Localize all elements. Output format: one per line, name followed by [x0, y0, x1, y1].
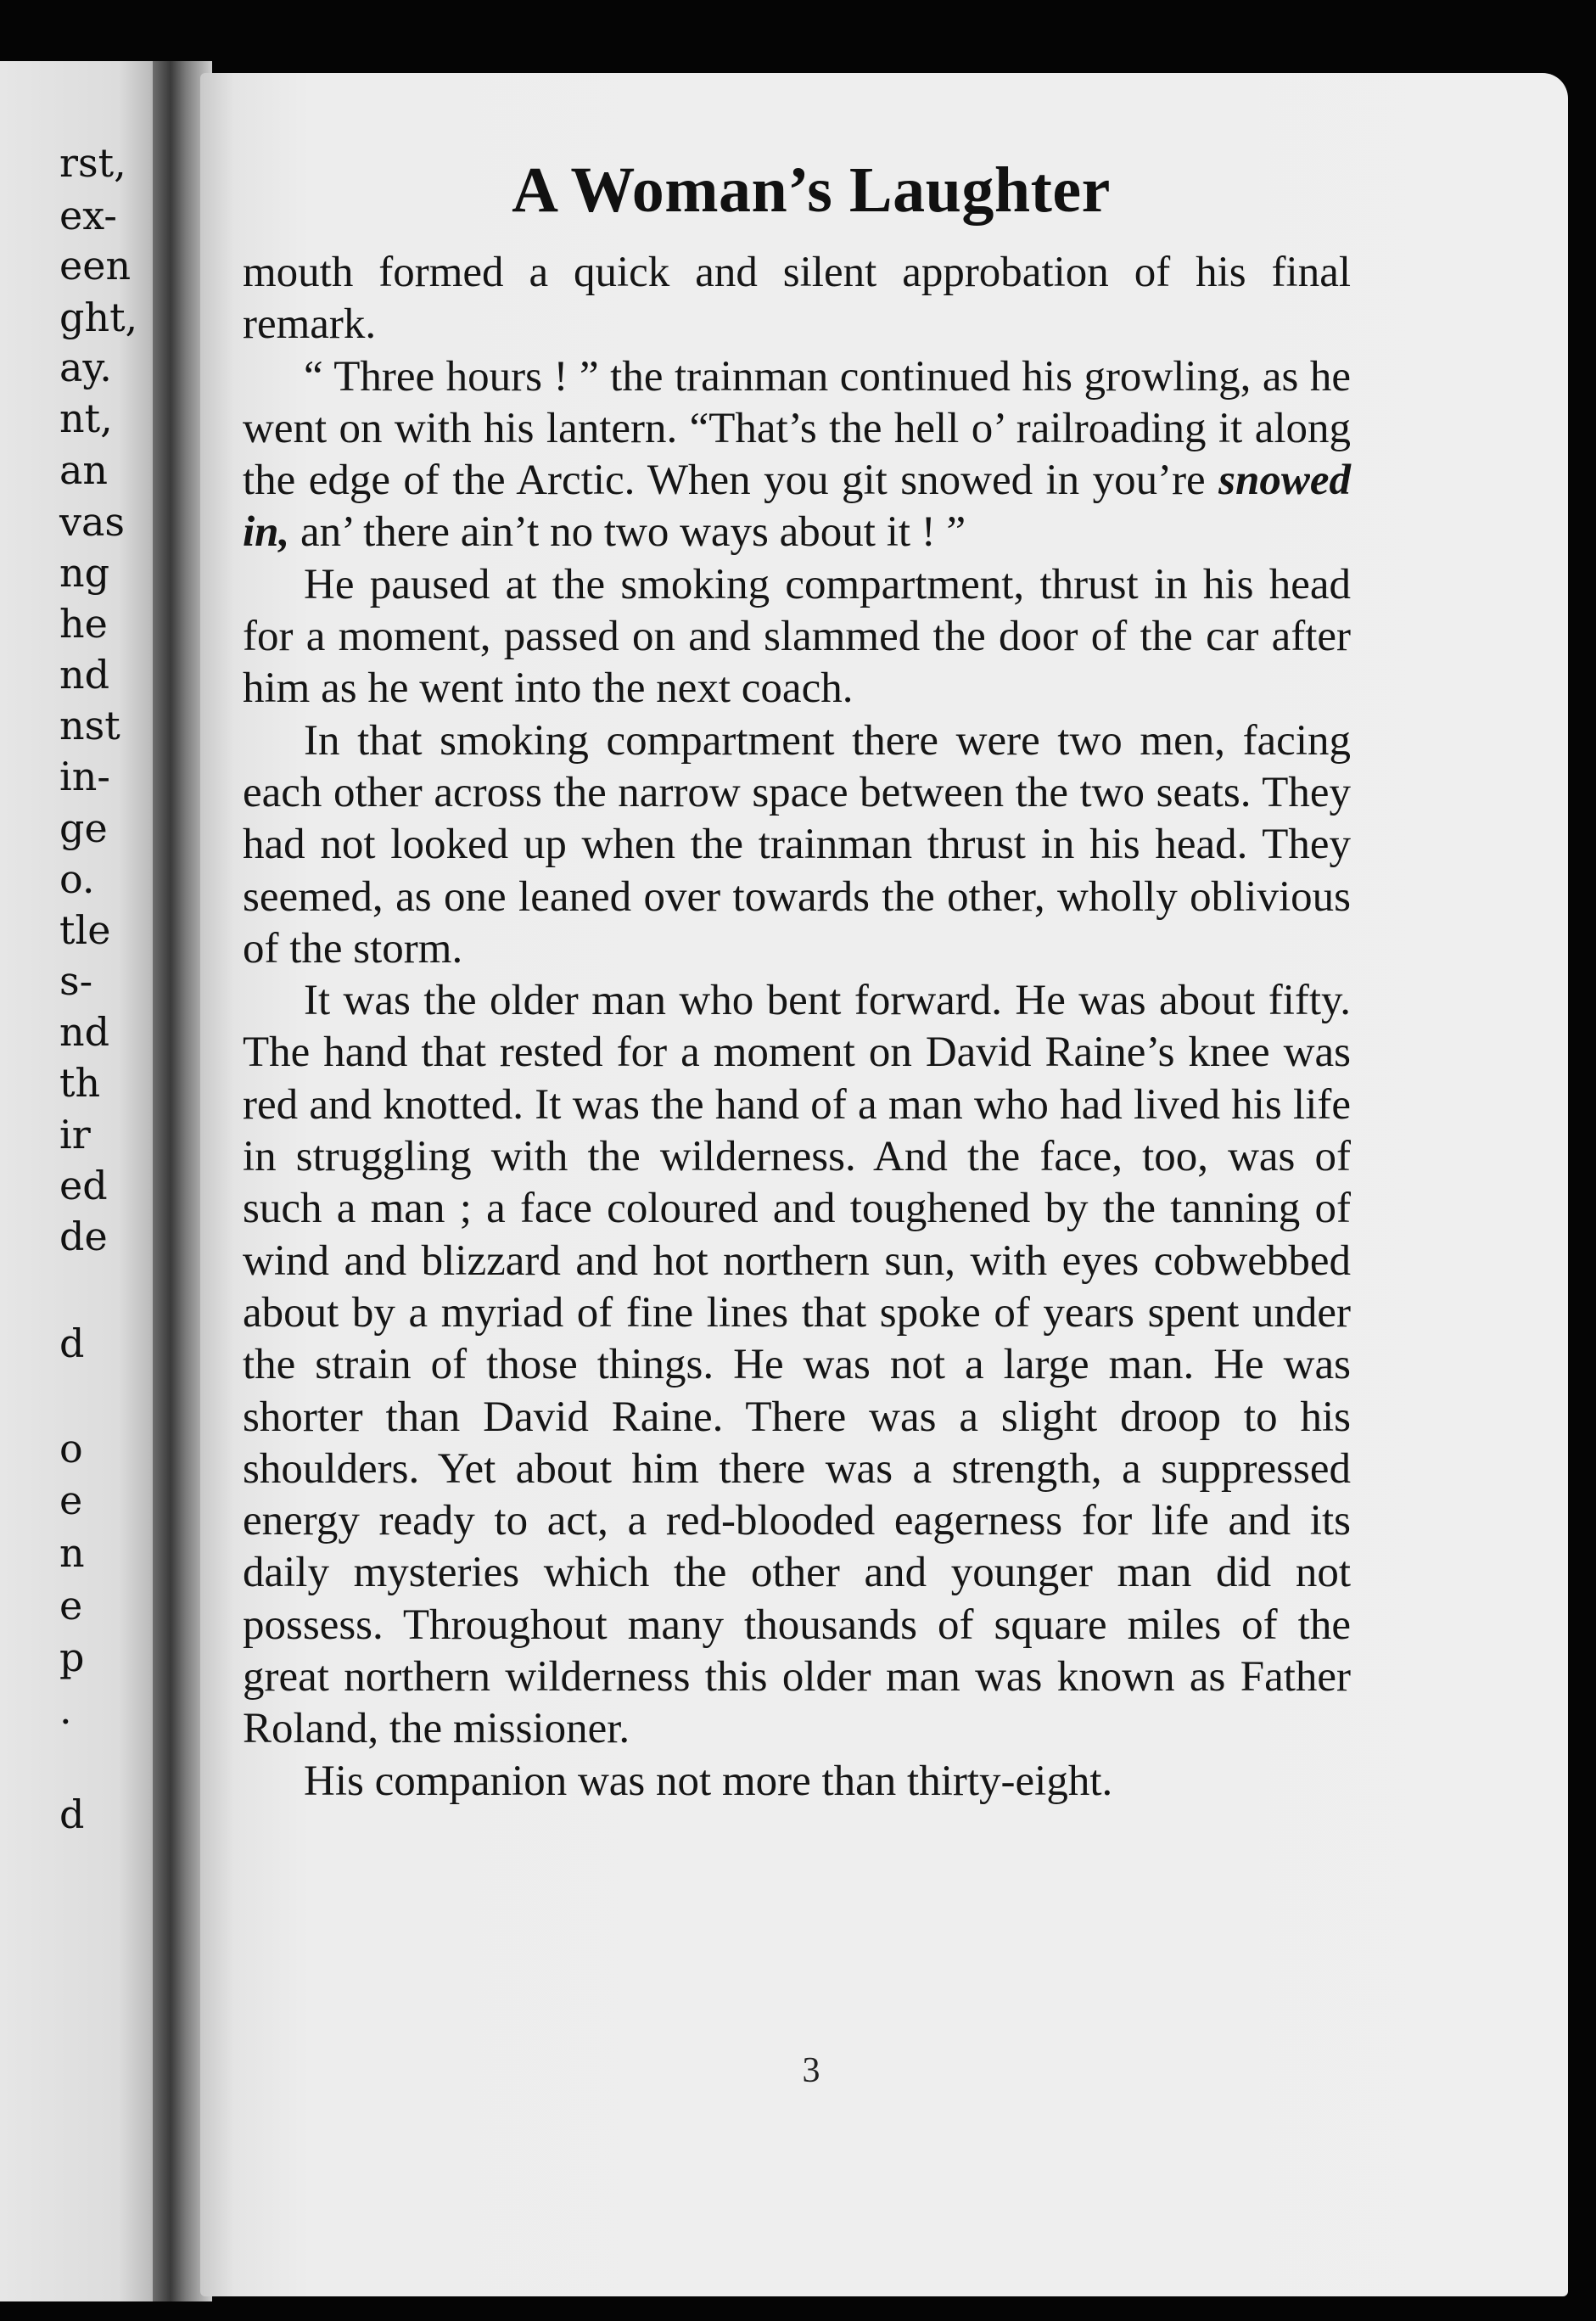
- paragraph: It was the older man who bent forward. He was about fifty. The hand that rested for a moment on David Raine’s knee was red and knotted. It was the hand of a man who had lived his life in struggling with the wilderness. And the face, too, was of such a man ; a face coloured and toughened by the tanning of wind and blizzard and hot northern sun, with eyes cobwebbed about by a myriad of fine lines that spoke of years spent under the strain of those things. He was not a large man. He was shorter than David Raine. There was a slight droop to his shoulders. Yet about him there was a strength, a suppressed energy ready to act, a red-blooded eagerness for life and its daily mysteries which the other and younger man did not possess. Throughout many thousands of square miles of the great northern wilderness this older man was known as Father Roland, the missioner.: [243, 977, 1351, 1753]
- running-head-title: A Woman’s Laughter: [512, 154, 1111, 226]
- line-fragment: ay.: [59, 345, 112, 390]
- line-fragment: s-: [59, 958, 93, 1004]
- line-fragment: d: [59, 1320, 85, 1366]
- line-fragment: nt,: [59, 395, 113, 441]
- line-fragment: th: [59, 1060, 101, 1106]
- paragraph-text: an’ there ain’t no two ways about it ! ”: [289, 508, 966, 557]
- line-fragment: in-: [59, 754, 110, 799]
- line-fragment: rst,: [59, 140, 126, 186]
- line-fragment: o.: [59, 856, 95, 902]
- line-fragment: .: [59, 1687, 72, 1733]
- previous-page-edge: [0, 61, 170, 2301]
- line-fragment: an: [59, 447, 109, 493]
- book-page: [200, 73, 1568, 2296]
- line-fragment: n: [59, 1530, 85, 1576]
- line-fragment: e: [59, 1477, 83, 1523]
- line-fragment: tle: [59, 907, 111, 953]
- line-fragment: de: [59, 1214, 108, 1259]
- line-fragment: een: [59, 243, 132, 289]
- line-fragment: nd: [59, 652, 110, 698]
- paragraph: [243, 351, 1351, 559]
- line-fragment: he: [59, 601, 108, 647]
- page-number: 3: [802, 2051, 820, 2090]
- paragraph: mouth formed a quick and silent approbation of his final remark.: [243, 249, 1351, 349]
- line-fragment: ir: [59, 1112, 91, 1158]
- line-fragment: vas: [59, 499, 126, 545]
- line-fragment: o: [59, 1426, 83, 1472]
- line-fragment: nst: [59, 703, 120, 748]
- emphasis-text: snowed in,: [243, 457, 1351, 557]
- line-fragment: ge: [59, 805, 108, 851]
- line-fragment: nd: [59, 1009, 110, 1055]
- line-fragment: p: [59, 1634, 85, 1680]
- paragraph: In that smoking compartment there were two men, facing each other across the narrow space between the two seats. They had not looked up when the trainman thrust in his head. They seemed, as one leaned over towards the other, wholly oblivious of the storm.: [243, 716, 1351, 973]
- paragraph: His companion was not more than thirty-eight.: [304, 1757, 1113, 1805]
- line-fragment: ex-: [59, 193, 117, 238]
- line-fragment: ed: [59, 1163, 108, 1208]
- page-body: [243, 247, 1351, 1808]
- paragraph: He paused at the smoking compartment, thrust in his head for a moment, passed on and slammed the door of the car after him as he went into the next coach.: [243, 560, 1351, 713]
- line-fragment: ng: [59, 550, 110, 596]
- line-fragment: ght,: [59, 294, 138, 340]
- paragraph-text: “ Three hours ! ” the trainman continued his growling, as he went on with his lantern. “That’s the hell o’ railroading it along the edge of the Arctic. When you git snowed in you’re: [243, 352, 1351, 505]
- line-fragment: e: [59, 1583, 83, 1629]
- line-fragment: d: [59, 1791, 85, 1837]
